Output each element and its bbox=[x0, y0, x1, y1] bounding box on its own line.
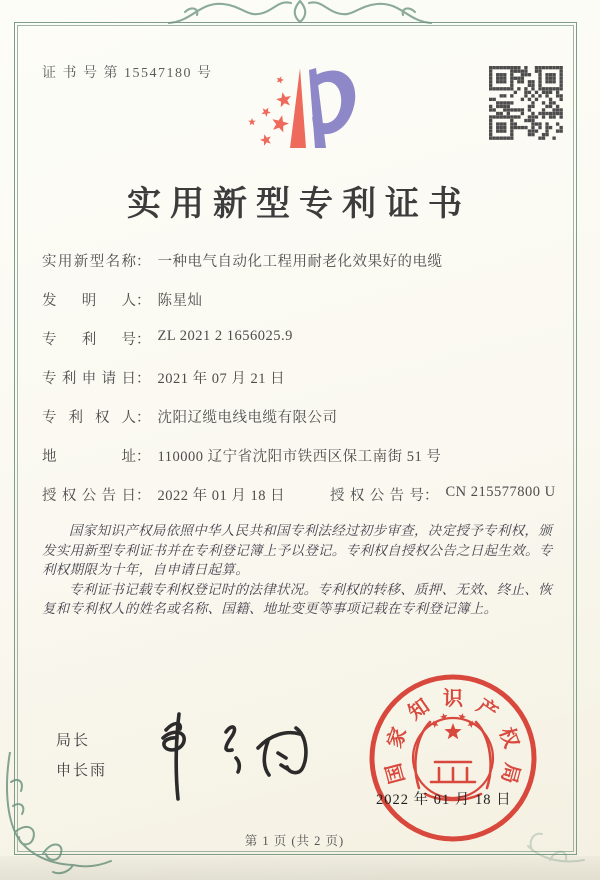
field-label: 发明人 bbox=[42, 293, 136, 309]
svg-text:局: 局 bbox=[496, 760, 524, 786]
field-value: 110000 辽宁省沈阳市铁西区保工南街 51 号 bbox=[157, 449, 442, 465]
field-colon: ： bbox=[136, 254, 151, 270]
field-label: 实用新型名称 bbox=[42, 254, 136, 270]
field-value: 沈阳辽缆电线电缆有限公司 bbox=[157, 410, 338, 426]
svg-text:识: 识 bbox=[443, 688, 463, 710]
field-label: 授权公告日 bbox=[42, 488, 136, 504]
field-grant-number bbox=[330, 484, 556, 505]
page-number: 第 1 页 (共 2 页) bbox=[244, 834, 345, 848]
field-value: ZL 2021 2 1656025.9 bbox=[157, 328, 293, 344]
field-colon: ： bbox=[136, 488, 151, 504]
field-row-patentee bbox=[42, 406, 562, 445]
legal-text-block bbox=[42, 521, 562, 619]
page-edge-shadow bbox=[0, 856, 600, 880]
issuer-block bbox=[56, 729, 107, 789]
field-row-patent-number bbox=[42, 328, 562, 367]
field-value: 2021 年 07 月 21 日 bbox=[157, 371, 286, 387]
field-value: 陈星灿 bbox=[157, 293, 203, 309]
issuer-name: 申长雨 bbox=[56, 762, 108, 779]
field-colon: ： bbox=[424, 488, 439, 504]
svg-text:国: 国 bbox=[382, 760, 410, 786]
issuer-title: 局长 bbox=[56, 732, 91, 749]
field-row-name bbox=[42, 250, 562, 289]
svg-text:知: 知 bbox=[404, 694, 434, 725]
seal-date: 2022 年 01 月 18 日 bbox=[376, 792, 512, 808]
field-row-grant bbox=[42, 484, 562, 523]
handwritten-signature-icon bbox=[138, 706, 328, 806]
field-row-address bbox=[42, 445, 562, 484]
field-row-inventor bbox=[42, 289, 562, 328]
svg-text:家: 家 bbox=[383, 724, 412, 751]
field-label: 专利号 bbox=[42, 332, 136, 348]
legal-paragraph-1: 国家知识产权局依照中华人民共和国专利法经过初步审查，决定授予专利权，颁发实用新型专利证书并在专利登记簿上予以登记。专利权自授权公告之日起生效。专利权期限为十年，自申请日起算。 bbox=[42, 523, 553, 577]
certificate-fields bbox=[42, 250, 562, 523]
field-colon: ： bbox=[136, 293, 151, 309]
field-value: 2022 年 01 月 18 日 bbox=[157, 488, 286, 504]
field-label: 授权公告号 bbox=[330, 488, 424, 504]
field-label: 专利申请日 bbox=[42, 371, 136, 387]
svg-text:产: 产 bbox=[472, 694, 502, 725]
field-colon: ： bbox=[136, 410, 151, 426]
field-value: 一种电气自动化工程用耐老化效果好的电缆 bbox=[157, 254, 443, 270]
field-label: 地址 bbox=[42, 449, 136, 465]
certificate-title: 实用新型专利证书 bbox=[127, 186, 471, 223]
field-colon: ： bbox=[136, 449, 151, 465]
qr-code-icon bbox=[489, 66, 563, 140]
svg-text:权: 权 bbox=[494, 724, 523, 751]
certificate-number: 证 书 号 第 15547180 号 bbox=[42, 66, 213, 81]
field-colon: ： bbox=[136, 332, 151, 348]
field-value: CN 215577800 U bbox=[445, 484, 556, 500]
field-label: 专利权人 bbox=[42, 410, 136, 426]
cnipa-logo-icon bbox=[238, 60, 358, 160]
field-colon: ： bbox=[136, 371, 151, 387]
official-seal-icon bbox=[367, 672, 539, 844]
legal-paragraph-2: 专利证书记载专利权登记时的法律状况。专利权的转移、质押、无效、终止、恢复和专利权人的姓名或名称、国籍、地址变更等事项记载在专利登记簿上。 bbox=[42, 581, 552, 616]
field-row-filing-date bbox=[42, 367, 562, 406]
